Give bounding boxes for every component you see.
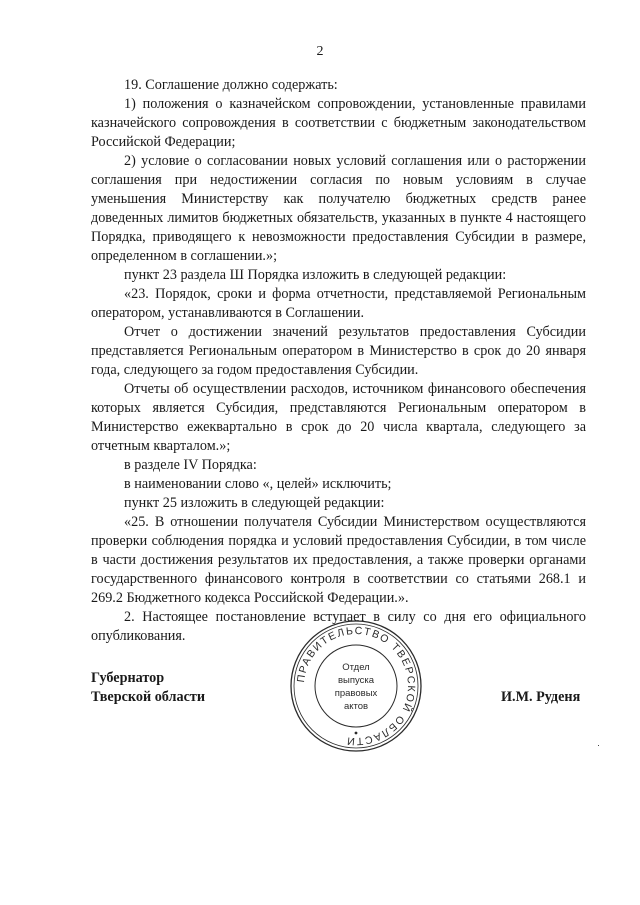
signature-position — [91, 669, 205, 707]
paragraph-item-19: 19. Соглашение должно содержать: — [124, 77, 338, 93]
paragraph-point-25-text: «25. В отношении получателя Субсидии Министерством осуществляются проверки соблюдения порядка и условий предоставления Субсидии, в том числе в части достижения результатов их предоставления, а также проверки органами государственного финансового контроля в соответствии со статьями 268.1 и 269.2 Бюджетного кодекса Российской Федерации.». — [91, 514, 586, 606]
scan-speck — [598, 745, 599, 746]
paragraph-title-change: в наименовании слово «, целей» исключить; — [124, 476, 392, 492]
seal-star-dot — [355, 732, 358, 735]
official-seal-stamp — [289, 619, 423, 753]
signature-position-line1: Губернатор — [91, 670, 165, 686]
seal-center-line2: выпуска — [337, 675, 375, 686]
seal-ring-text: ПРАВИТЕЛЬСТВО ТВЕРСКОЙ ОБЛАСТИ — [295, 624, 418, 748]
paragraph-expenses-report: Отчеты об осуществлении расходов, источником финансового обеспечения которых является Субсидия, представляются Региональным оператором в Министерство ежеквартально в срок до 20 числа квартала, следующего за отчетным кварталом.»; — [91, 381, 586, 454]
paragraph-amend-point-23: пункт 23 раздела Ш Порядка изложить в следующей редакции: — [124, 267, 507, 283]
seal-outer-ring-inner — [294, 624, 418, 748]
paragraph-subitem-2: 2) условие о согласовании новых условий соглашения или о расторжении соглашения при недостижении согласия по новым условиям в случае уменьшения Министерству как получателю бюджетных средств ранее доведенных лимитов бюджетных обязательств, указанных в пункте 4 настоящего Порядка, приводящего к невозможности предоставления Субсидии в размере, определенном в соглашении.»; — [91, 153, 586, 264]
paragraph-point-23-text: «23. Порядок, сроки и форма отчетности, представляемой Региональным оператором, устанавливаются в Соглашении. — [91, 286, 586, 321]
signature-position-line2: Тверской области — [91, 689, 206, 705]
seal-center-line3: правовых — [334, 688, 378, 699]
seal-inner-ring — [315, 645, 397, 727]
seal-center-line1: Отдел — [342, 662, 370, 673]
seal-graphic — [289, 619, 423, 753]
seal-center-line4: актов — [343, 701, 369, 712]
paragraph-results-report: Отчет о достижении значений результатов предоставления Субсидии представляется Региональным оператором в Министерство в срок до 20 января года, следующего за годом предоставления Субсидии. — [91, 324, 586, 378]
seal-outer-ring — [291, 621, 421, 751]
paragraph-section-4: в разделе IV Порядка: — [124, 457, 257, 473]
document-body — [91, 76, 586, 646]
page-number: 2 — [316, 44, 324, 59]
signature-name: И.М. Руденя — [501, 689, 581, 705]
paragraph-amend-point-25: пункт 25 изложить в следующей редакции: — [124, 495, 385, 511]
paragraph-subitem-1: 1) положения о казначейском сопровождении, установленные правилами казначейского сопровождения в соответствии с бюджетным законодательством Российской Федерации; — [91, 96, 586, 150]
paragraph-entry-into-force: 2. Настоящее постановление вступает в силу со дня его официального опубликования. — [91, 609, 586, 644]
